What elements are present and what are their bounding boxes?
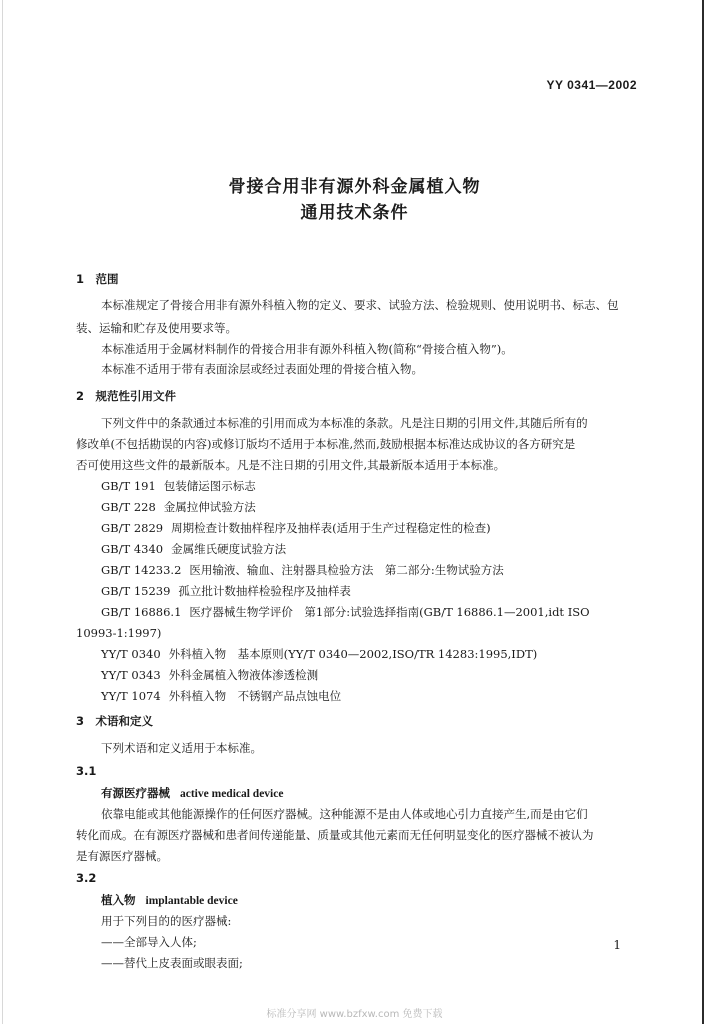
reference-title: 外科金属植入物液体渗透检测 <box>168 668 319 682</box>
reference-title: 外科植入物 不锈钢产品点蚀电位 <box>168 689 342 703</box>
clause-3-2-number: 3.2 <box>76 871 97 885</box>
reference-code: GB/T 16886.1 <box>101 605 182 619</box>
clause-3-1-term <box>101 786 283 801</box>
term-cn: 有源医疗器械 <box>101 786 170 800</box>
clause-3-1-def-c: 是有源医疗器械。 <box>76 849 168 863</box>
term-cn: 植入物 <box>101 893 136 907</box>
reference-item-continued <box>76 626 161 640</box>
clause-3-1-def-b: 转化而成。在有源医疗器械和患者间传递能量、质量或其他元素而无任何明显变化的医疗器械不被认为 <box>76 828 594 842</box>
clause-3-2-item2: ——替代上皮表面或眼表面; <box>101 956 243 970</box>
clause-3-2-term <box>101 893 238 908</box>
reference-code: YY/T 0340 <box>101 647 161 661</box>
term-en: active medical device <box>180 788 284 800</box>
standard-number: YY 0341—2002 <box>546 78 637 92</box>
section-1-para2: 本标准适用于金属材料制作的骨接合用非有源外科植入物(简称“骨接合植入物”)。 <box>101 342 513 356</box>
clause-3-1-number: 3.1 <box>76 764 97 778</box>
reference-title: 孤立批计数抽样检验程序及抽样表 <box>178 584 351 598</box>
reference-title: 金属拉伸试验方法 <box>163 500 256 514</box>
reference-code: GB/T 2829 <box>101 521 164 535</box>
reference-title: 包装储运图示标志 <box>163 479 256 493</box>
reference-title: 10993-1:1997) <box>76 626 162 640</box>
clause-3-1-def-a: 依靠电能或其他能源操作的任何医疗器械。这种能源不是由人体或地心引力直接产生,而是由它们 <box>101 807 588 821</box>
section-1-para1b: 装、运输和贮存及使用要求等。 <box>76 321 237 335</box>
reference-item <box>101 542 286 556</box>
section-3-heading: 3 术语和定义 <box>76 714 154 728</box>
reference-code: YY/T 1074 <box>101 689 161 703</box>
section-1-para3: 本标准不适用于带有表面涂层或经过表面处理的骨接合植入物。 <box>101 362 423 376</box>
reference-item <box>101 584 351 598</box>
reference-code: GB/T 14233.2 <box>101 563 182 577</box>
reference-item <box>101 563 504 577</box>
reference-code: GB/T 15239 <box>101 584 171 598</box>
reference-item <box>101 605 590 619</box>
document-title-line1: 骨接合用非有源外科金属植入物 <box>228 177 481 197</box>
reference-title: 外科植入物 基本原则(YY/T 0340—2002,ISO/TR 14283:1995,IDT) <box>168 647 538 661</box>
reference-item <box>101 500 256 514</box>
reference-title: 医疗器械生物学评价 第1部分:试验选择指南(GB/T 16886.1—2001,idt ISO <box>189 605 590 619</box>
scan-edge-right <box>702 0 704 1024</box>
clause-3-2-def-a: 用于下列目的的医疗器械: <box>101 914 232 928</box>
reference-code: YY/T 0343 <box>101 668 161 682</box>
section-1-para1a: 本标准规定了骨接合用非有源外科植入物的定义、要求、试验方法、检验规则、使用说明书、标志、包 <box>101 298 619 312</box>
scan-edge-left <box>2 0 3 1024</box>
reference-item <box>101 668 318 682</box>
term-en: implantable device <box>145 895 238 907</box>
reference-code: GB/T 228 <box>101 500 156 514</box>
reference-code: GB/T 4340 <box>101 542 164 556</box>
watermark-footer: 标准分享网 www.bzfxw.com 免费下载 <box>266 1009 443 1020</box>
section-2-para1b: 修改单(不包括勘误的内容)或修订版均不适用于本标准,然而,鼓励根据本标准达成协议的各方研究是 <box>76 437 576 451</box>
reference-title: 医用输液、输血、注射器具检验方法 第二部分:生物试验方法 <box>189 563 504 577</box>
page-number: 1 <box>613 938 621 952</box>
section-2-para1c: 否可使用这些文件的最新版本。凡是不注日期的引用文件,其最新版本适用于本标准。 <box>76 458 506 472</box>
section-3-intro: 下列术语和定义适用于本标准。 <box>101 741 262 755</box>
reference-title: 金属维氏硬度试验方法 <box>171 542 287 556</box>
reference-item <box>101 647 537 661</box>
document-title-line2: 通用技术条件 <box>300 203 409 223</box>
clause-3-2-item1: ——全部导入人体; <box>101 935 197 949</box>
reference-item <box>101 479 256 493</box>
section-2-heading: 2 规范性引用文件 <box>76 389 177 403</box>
reference-item <box>101 689 341 703</box>
reference-item <box>101 521 491 535</box>
section-1-heading: 1 范围 <box>76 272 119 286</box>
reference-title: 周期检查计数抽样程序及抽样表(适用于生产过程稳定性的检查) <box>171 521 491 535</box>
section-2-para1a: 下列文件中的条款通过本标准的引用而成为本标准的条款。凡是注日期的引用文件,其随后所有的 <box>101 416 588 430</box>
reference-code: GB/T 191 <box>101 479 156 493</box>
